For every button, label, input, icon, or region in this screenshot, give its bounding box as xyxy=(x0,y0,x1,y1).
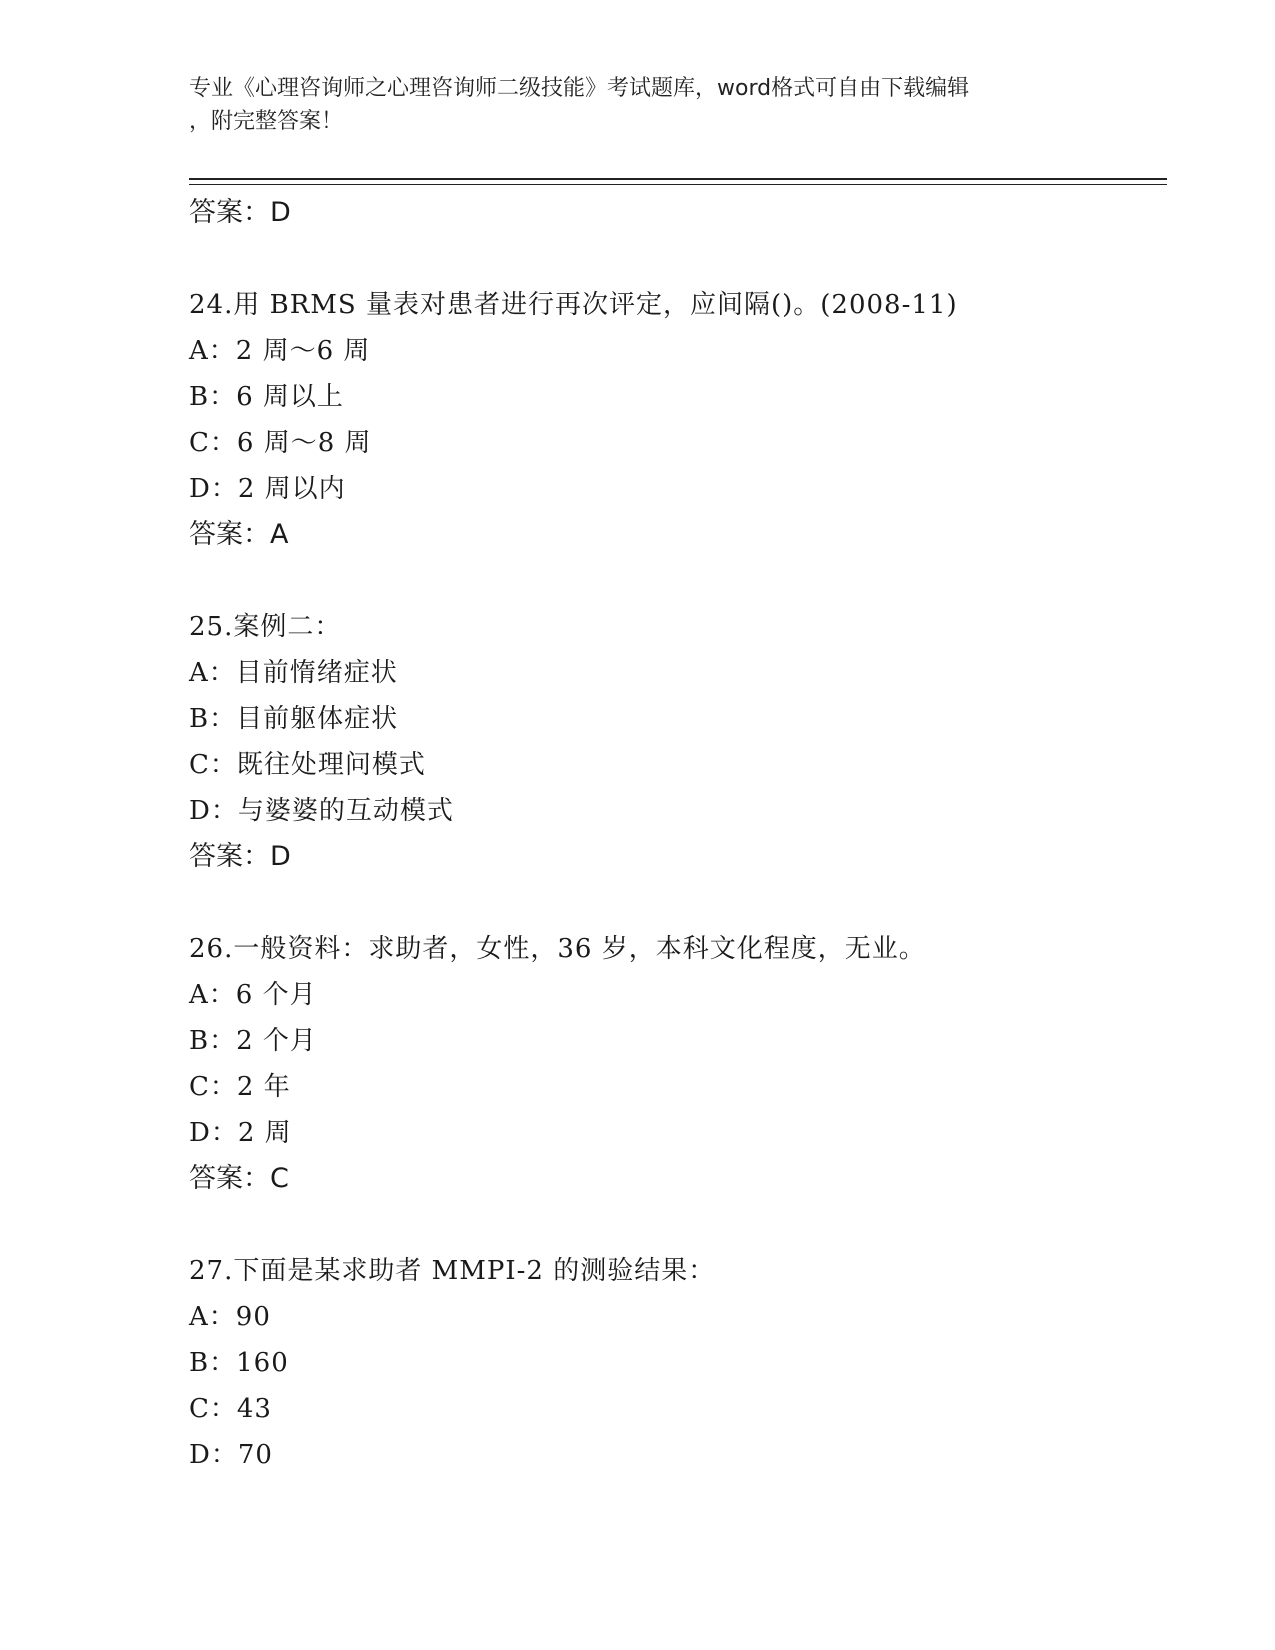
answer-line: 答案：C xyxy=(189,1163,289,1194)
option-a: A：目前惰绪症状 xyxy=(189,658,398,688)
question-26 xyxy=(189,926,1169,1202)
option-c: C：43 xyxy=(189,1394,272,1424)
question-title: 25.案例二： xyxy=(189,612,342,642)
option-d: D：2 周以内 xyxy=(189,474,346,504)
question-list xyxy=(189,190,1169,1478)
header-line-2: ，附完整答案！ xyxy=(189,109,344,134)
header-line-1: 专业《心理咨询师之心理咨询师二级技能》考试题库，word格式可自由下载编辑 xyxy=(189,76,970,101)
question-25 xyxy=(189,604,1169,880)
answer-line: 答案：A xyxy=(189,519,289,550)
option-a: A：6 个月 xyxy=(189,980,317,1010)
option-d: D：2 周 xyxy=(189,1118,292,1148)
option-a: A：2 周～6 周 xyxy=(189,336,371,366)
answer-line: 答案：D xyxy=(189,197,291,228)
option-b: B：2 个月 xyxy=(189,1026,317,1056)
document-header xyxy=(189,72,1089,138)
option-d: D：70 xyxy=(189,1440,273,1470)
option-c: C：6 周～8 周 xyxy=(189,428,372,458)
answer-line: 答案：D xyxy=(189,841,291,872)
option-b: B：6 周以上 xyxy=(189,382,344,412)
question-27 xyxy=(189,1248,1169,1478)
option-c: C：既往处理问模式 xyxy=(189,750,426,780)
option-a: A：90 xyxy=(189,1302,271,1332)
question-title: 26.一般资料：求助者，女性，36 岁，本科文化程度，无业。 xyxy=(189,934,926,964)
option-d: D：与婆婆的互动模式 xyxy=(189,796,454,826)
option-b: B：160 xyxy=(189,1348,289,1378)
header-divider-thick xyxy=(189,178,1167,180)
question-24 xyxy=(189,282,1169,558)
header-divider-thin xyxy=(189,184,1167,185)
option-b: B：目前躯体症状 xyxy=(189,704,399,734)
question-title: 24.用 BRMS 量表对患者进行再次评定，应间隔()。(2008-11) xyxy=(189,290,958,320)
question-title: 27.下面是某求助者 MMPI-2 的测验结果： xyxy=(189,1256,716,1286)
option-c: C：2 年 xyxy=(189,1072,291,1102)
